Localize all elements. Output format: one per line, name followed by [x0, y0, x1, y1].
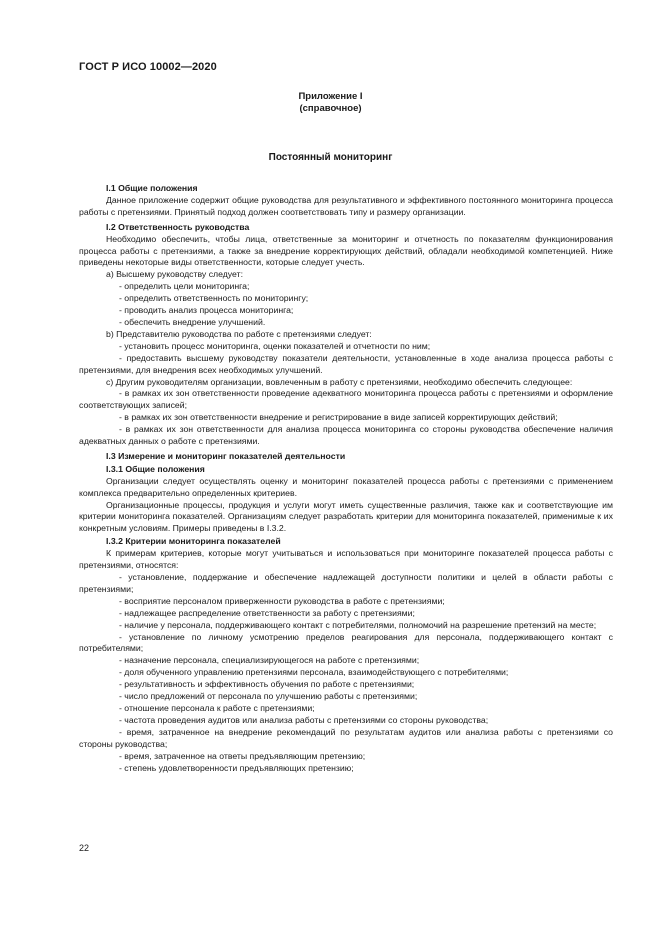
dash-list-item: - определить цели мониторинга; [119, 281, 250, 292]
dash-list-item: - в рамках их зон ответственности проведение адекватного мониторинга процесса работы с претензиями и оформление соответствующих записей; [79, 388, 613, 411]
page-number: 22 [79, 843, 90, 853]
dash-list-item: - восприятие персоналом приверженности руководства в работе с претензиями; [119, 595, 445, 606]
dash-list-item: - установить процесс мониторинга, оценки показателей и отчетности по ним; [119, 340, 431, 351]
paragraph: К примерам критериев, которые могут учитываться и использоваться при мониторинге показателей процесса работы с претензиями, относятся: [79, 548, 613, 571]
document-body [79, 183, 613, 774]
dash-list-item: - время, затраченное на ответы предъявляющим претензию; [119, 750, 366, 761]
subsection-heading: I.3.1 Общие положения [106, 463, 205, 474]
dash-list-item: - время, затраченное на внедрение рекомендаций по результатам аудитов или анализа работы с претензиями со стороны руководства; [79, 726, 613, 749]
dash-list-item: - проводить анализ процесса мониторинга; [119, 305, 294, 316]
paragraph: Необходимо обеспечить, чтобы лица, ответственные за мониторинг и отчетность по показателям функционирования процесса работы с претензиями, а также за внедрение корректирующих действий, обладали необходимой компетенцией. Ниже приведены некоторые виды ответственности, которые следует учесть. [79, 233, 613, 268]
subsection-heading: I.3.2 Критерии мониторинга показателей [106, 536, 281, 547]
list-item: a) Высшему руководству следует: [106, 269, 243, 280]
paragraph: Организации следует осуществлять оценку и мониторинг показателей процесса работы с претензиями с применением комплекса предварительно определенных критериев. [79, 475, 613, 498]
annex-type: (справочное) [299, 103, 362, 114]
dash-list-item: - результативность и эффективность обучения по работе с претензиями; [119, 679, 415, 690]
section-heading: I.3 Измерение и мониторинг показателей деятельности [106, 450, 346, 461]
dash-list-item: - наличие у персонала, поддерживающего контакт с потребителями, полномочий на разрешение претензий на месте; [119, 619, 597, 630]
dash-list-item: - установление, поддержание и обеспечение надлежащей доступности политики и целей в области работы с претензиями; [79, 572, 613, 594]
dash-list-item: - установление по личному усмотрению пределов реагирования для персонала, поддерживающего контакт с потребителями; [79, 631, 613, 654]
list-item: b) Представителю руководства по работе с претензиями следует: [106, 328, 372, 339]
dash-list-item: - отношение персонала к работе с претензиями; [119, 702, 315, 713]
section-heading: I.1 Общие положения [106, 183, 198, 193]
dash-list-item: - определить ответственность по мониторингу; [119, 293, 309, 304]
dash-list-item: - назначение персонала, специализирующегося на работе с претензиями; [119, 655, 420, 666]
dash-list-item: - в рамках их зон ответственности внедрение и регистрирование в виде записей корректирующих действий; [119, 412, 558, 423]
list-item: c) Другим руководителям организации, вовлеченным в работу с претензиями, необходимо обеспечить следующее: [106, 376, 573, 387]
annex-title: Постоянный мониторинг [268, 152, 393, 163]
annex-label: Приложение I [298, 91, 363, 102]
dash-list-item: - доля обученного управлению претензиями персонала, взаимодействующего с потребителями; [119, 667, 509, 678]
paragraph: Организационные процессы, продукция и услуги могут иметь существенные различия, также как и соответствующие им критерии мониторинга показателей. Организациям следует разработать критерии для мониторинга показателей, применимые к их конкретным условиям. Примеры приведены в I.3.2. [79, 499, 613, 534]
dash-list-item: - степень удовлетворенности предъявляющих претензию; [119, 762, 354, 773]
section-heading: I.2 Ответственность руководства [106, 221, 250, 232]
dash-list-item: - в рамках их зон ответственности для анализа процесса мониторинга со стороны руководства обеспечение наличия адекватных данных о работе с претензиями. [79, 424, 613, 447]
dash-list-item: - надлежащее распределение ответственности за работу с претензиями; [119, 607, 415, 618]
dash-list-item: - число предложений от персонала по улучшению работы с претензиями; [119, 691, 418, 702]
dash-list-item: - частота проведения аудитов или анализа работы с претензиями со стороны руководства; [119, 714, 489, 725]
paragraph: Данное приложение содержит общие руководства для результативного и эффективного постоянного мониторинга процесса работы с претензиями. Принятый подход должен соответствовать типу и размеру организации. [79, 194, 613, 217]
standard-code-header: ГОСТ Р ИСО 10002—2020 [79, 61, 217, 73]
dash-list-item: - предоставить высшему руководству показатели деятельности, установленные в ходе анализа процесса работы с претензиями, для внедрения всех необходимых улучшений. [79, 352, 613, 375]
dash-list-item: - обеспечить внедрение улучшений. [119, 316, 266, 327]
